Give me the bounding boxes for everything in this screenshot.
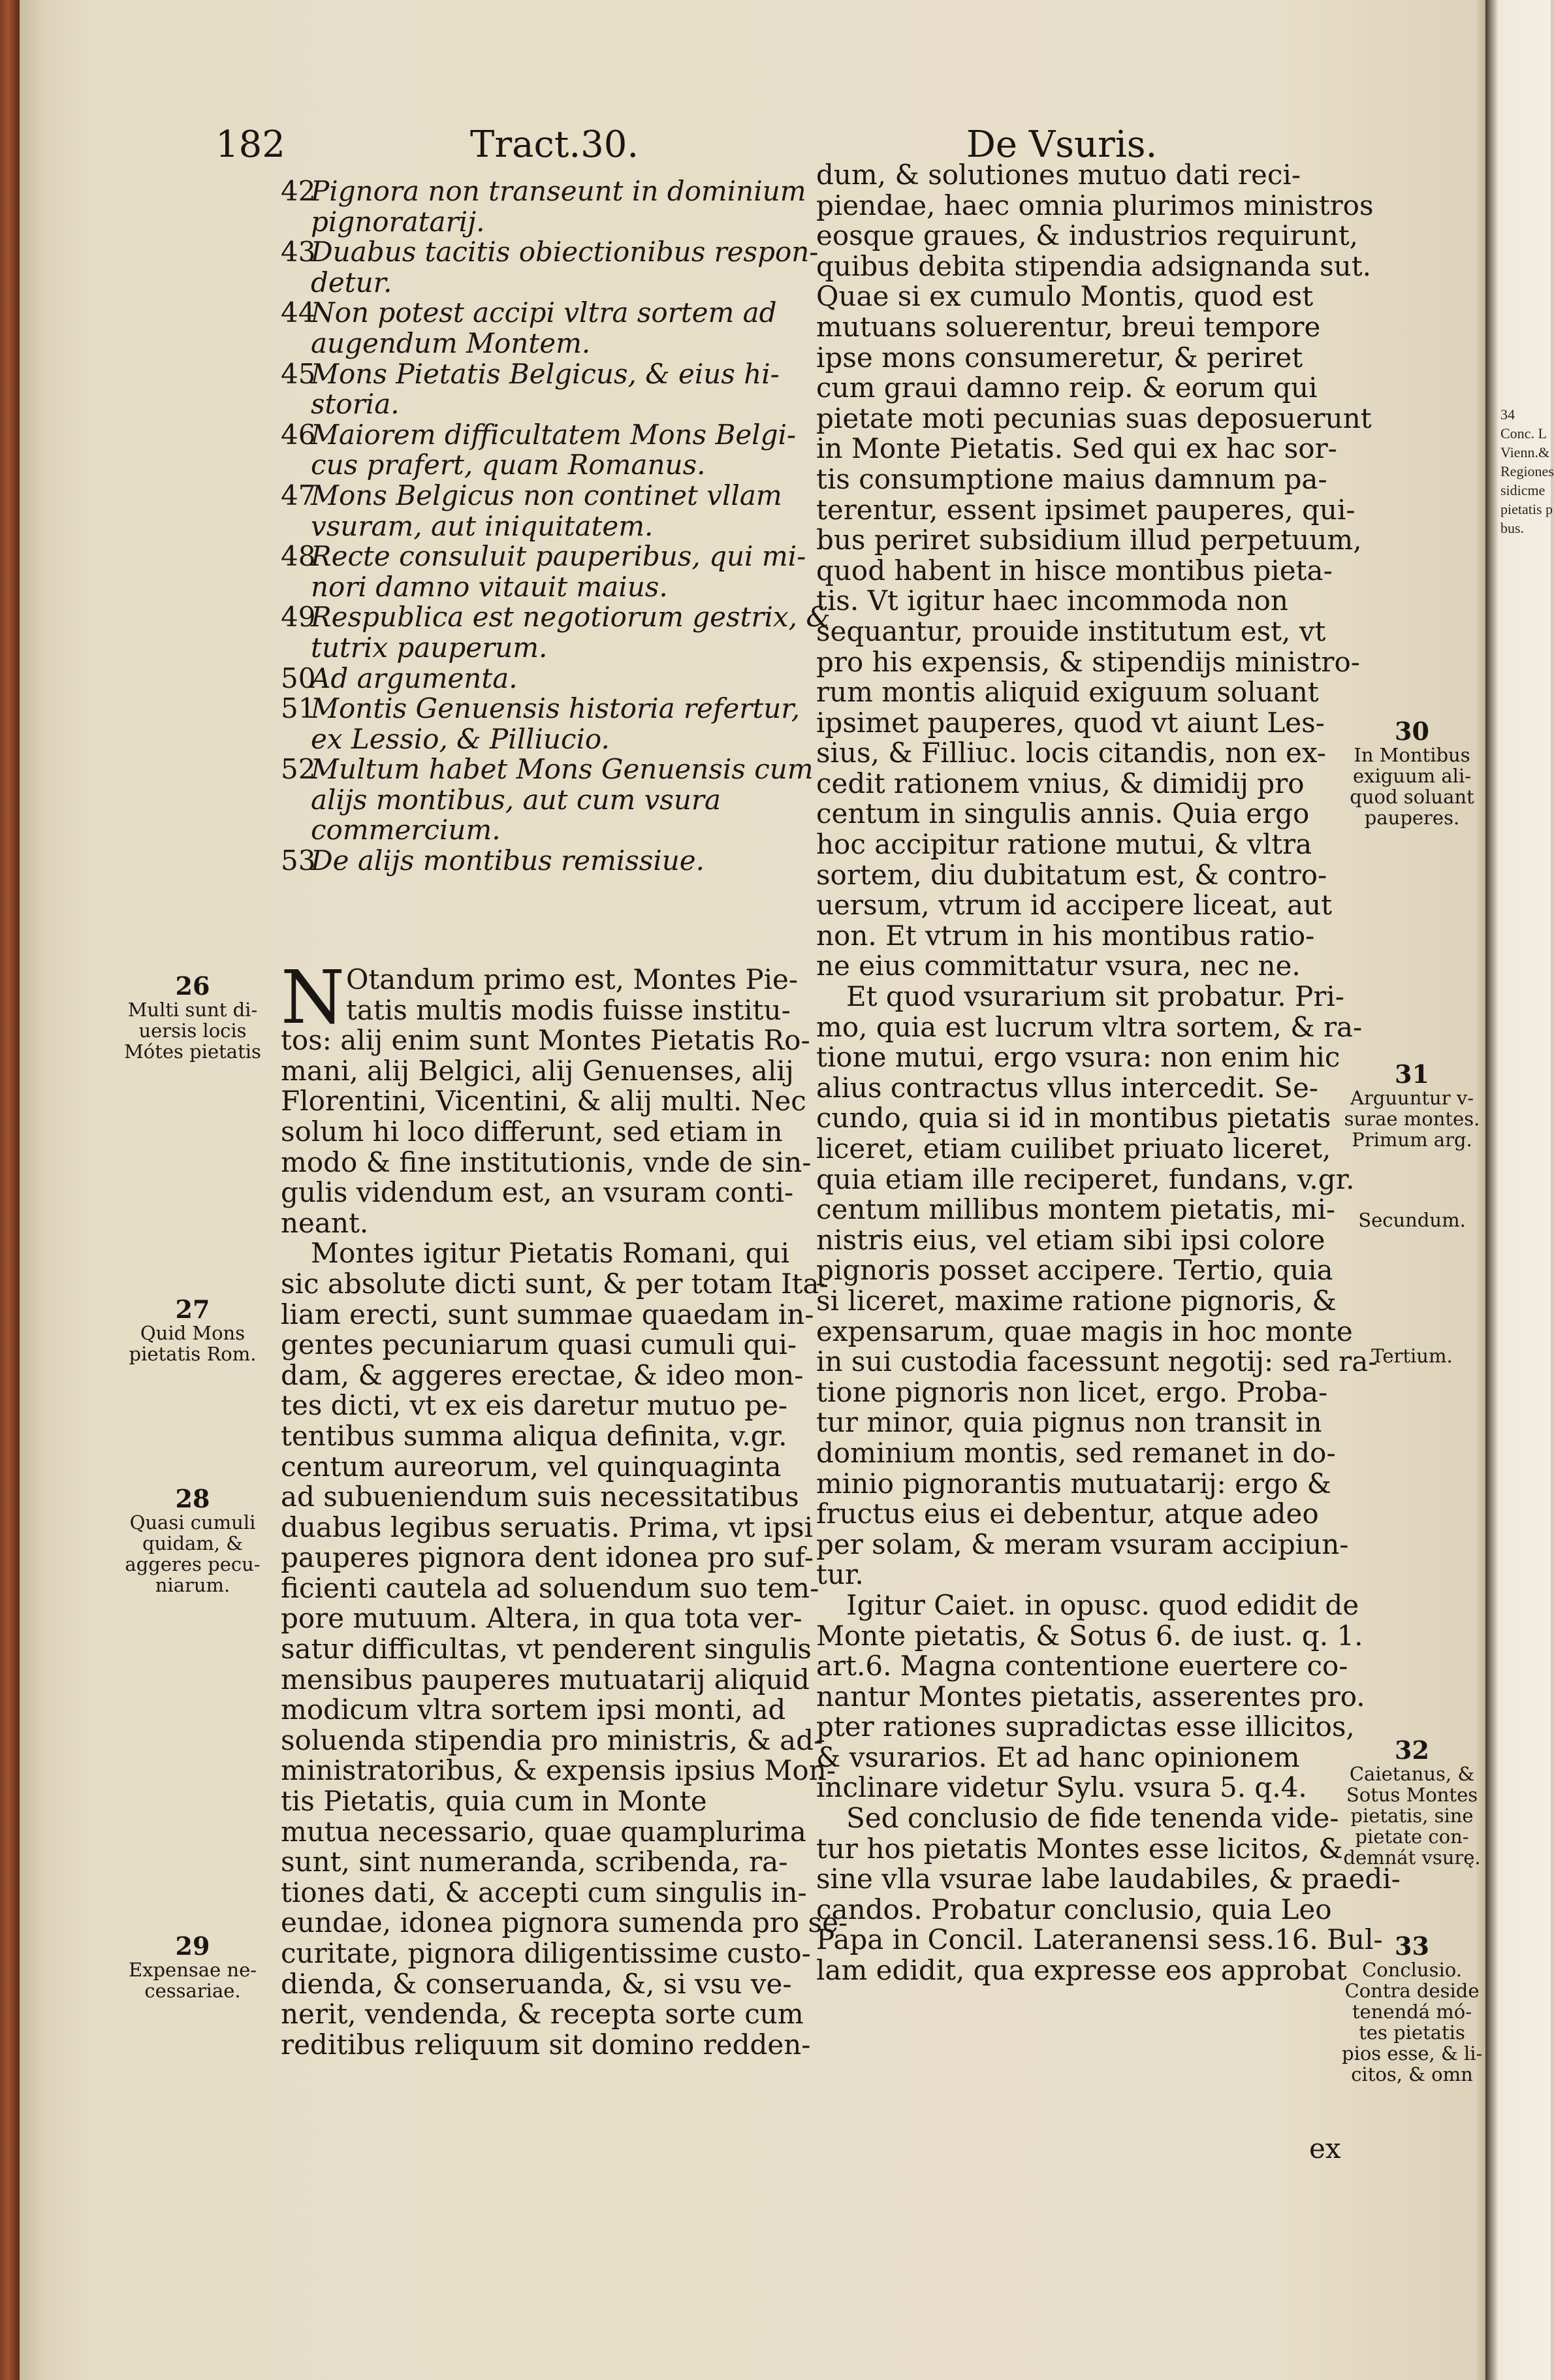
body-line: mani, alij Belgici, alij Genuenses, alij	[281, 1054, 794, 1087]
summary-line	[281, 268, 816, 298]
body-line: gulis videndum est, an vsuram conti-	[281, 1176, 794, 1209]
summary-number: 51	[281, 692, 316, 725]
summary-text: Pignora non transeunt in dominium	[311, 175, 806, 207]
summary-line	[281, 481, 816, 511]
summary-text: storia.	[311, 388, 400, 421]
body-line: ad subueniendum suis necessitatibus	[281, 1481, 799, 1513]
body-line: dominium montis, sed remanet in do-	[816, 1436, 1336, 1469]
margin-note-text: pietate con-	[1355, 1825, 1469, 1848]
left-body-text	[281, 956, 848, 2061]
margin-note-text: tes pietatis	[1359, 2021, 1465, 2044]
body-line: mo, quia est lucrum vltra sortem, & ra-	[816, 1010, 1363, 1043]
body-line: tur minor, quia pignus non transit in	[816, 1406, 1322, 1439]
body-line: candos. Probatur conclusio, quia Leo	[816, 1893, 1332, 1925]
body-line: tatis multis modis fuisse institu-	[346, 993, 791, 1026]
summary-number: 46	[281, 418, 316, 451]
margin-note-text: pauperes.	[1364, 807, 1460, 829]
body-line: sic absolute dicti sunt, & per totam Ita-	[281, 1267, 829, 1300]
body-line: pore mutuum. Altera, in qua tota ver-	[281, 1602, 802, 1635]
body-line: pietate moti pecunias suas deposuerunt	[816, 402, 1372, 434]
body-line: mensibus pauperes mutuatarij aliquid	[281, 1663, 810, 1696]
summary-number: 45	[281, 357, 316, 390]
summary-text: alijs montibus, aut cum vsura	[311, 783, 722, 816]
body-line: satur difficultas, vt penderent singulis	[281, 1633, 812, 1665]
body-line: mutua necessario, quae quamplurima	[281, 1815, 806, 1848]
margin-note-text: tenendá mó-	[1352, 2001, 1472, 2023]
summary-list	[281, 175, 831, 877]
summary-line	[281, 572, 816, 603]
summary-number: 44	[281, 297, 316, 329]
margin-note	[1342, 1345, 1482, 1366]
body-line: Igitur Caiet. in opusc. quod edidit de	[846, 1588, 1359, 1621]
margin-note-text: quidam, &	[142, 1532, 244, 1554]
body-line: ipse mons consumeretur, & periret	[816, 341, 1303, 374]
summary-text: Mons Belgicus non continet vllam	[311, 479, 782, 511]
margin-note-number: 30	[1395, 716, 1429, 746]
body-line: centum millibus montem pietatis, mi-	[816, 1193, 1336, 1226]
body-line: si liceret, maxime ratione pignoris, &	[816, 1284, 1337, 1317]
body-line: soluenda stipendia pro ministris, & ad-	[281, 1724, 823, 1756]
margin-note	[111, 1486, 274, 1596]
body-line: alius contractus vllus intercedit. Se-	[816, 1071, 1319, 1104]
body-line: tiones dati, & accepti cum singulis in-	[281, 1876, 807, 1908]
body-line: gentes pecuniarum quasi cumuli qui-	[281, 1328, 797, 1361]
body-line: dum, & solutiones mutuo dati reci-	[816, 159, 1301, 191]
summary-line	[281, 541, 816, 572]
body-line: piendae, haec omnia plurimos ministros	[816, 189, 1374, 221]
body-line: ficienti cautela ad soluendum suo tem-	[281, 1571, 819, 1604]
body-line: pauperes pignora dent idonea pro suf-	[281, 1541, 814, 1574]
summary-line	[281, 329, 816, 359]
next-page-fragment: bus.	[1500, 520, 1525, 536]
margin-note-text: Mótes pietatis	[124, 1040, 261, 1063]
margin-note	[1342, 1933, 1482, 2085]
body-line: tur.	[816, 1558, 864, 1591]
margin-note	[111, 1296, 274, 1364]
summary-line	[281, 664, 816, 694]
catchword: ex	[1309, 2132, 1341, 2164]
body-line: minio pignorantis mutuatarij: ergo &	[816, 1467, 1331, 1500]
margin-note-text: Multi sunt di-	[127, 999, 258, 1021]
right-body-text	[816, 159, 1401, 1987]
next-page-fragment: Regiones	[1500, 463, 1554, 479]
summary-line	[281, 236, 819, 268]
margin-note-text: Secundum.	[1358, 1209, 1466, 1231]
body-line: tis. Vt igitur haec incommoda non	[816, 585, 1288, 617]
margin-note-text: demnát vsurę.	[1343, 1846, 1481, 1869]
margin-note-text: Quid Mons	[140, 1322, 246, 1344]
body-line: dienda, & conseruanda, &, si vsu ve-	[281, 1967, 792, 2000]
body-line: eosque graues, & industrios requirunt,	[816, 219, 1358, 252]
margin-note-number: 29	[175, 1931, 210, 1961]
body-line: Sed conclusio de fide tenenda vide-	[846, 1802, 1339, 1835]
body-line: fructus eius ei debentur, atque adeo	[816, 1498, 1319, 1530]
body-line: centum aureorum, vel quinquaginta	[281, 1450, 782, 1483]
body-line: tes dicti, vt ex eis daretur mutuo pe-	[281, 1389, 788, 1422]
margin-note-text: Tertium.	[1371, 1345, 1453, 1367]
body-line: Otandum primo est, Montes Pie-	[346, 963, 799, 995]
margin-note-number: 32	[1395, 1735, 1429, 1765]
body-line: inclinare videtur Sylu. vsura 5. q.4.	[816, 1771, 1307, 1804]
body-line: duabus legibus seruatis. Prima, vt ipsi	[281, 1511, 814, 1543]
body-line: tur hos pietatis Montes esse licitos, &	[816, 1832, 1343, 1865]
next-page-fragment: sidicme	[1500, 482, 1546, 498]
body-line: tos: alij enim sunt Montes Pietatis Ro-	[281, 1024, 810, 1057]
summary-text: ex Lessio, & Pilliucio.	[311, 722, 610, 755]
drop-cap: N	[281, 956, 345, 1040]
body-line: uersum, vtrum id accipere liceat, aut	[816, 889, 1333, 922]
body-line: tis Pietatis, quia cum in Monte	[281, 1785, 707, 1818]
body-line: cum graui damno reip. & eorum qui	[816, 372, 1318, 404]
summary-line	[281, 846, 816, 876]
summary-text: commercium.	[311, 814, 501, 846]
summary-line	[281, 207, 816, 238]
summary-text: Non potest accipi vltra sortem ad	[311, 297, 777, 329]
summary-text: augendum Montem.	[311, 327, 591, 359]
summary-line	[281, 511, 816, 542]
summary-text: Maiorem difficultatem Mons Belgi-	[311, 418, 797, 451]
gutter-next-page	[1485, 0, 1554, 2380]
page-edge	[0, 0, 20, 2380]
summary-number: 43	[281, 236, 316, 268]
margin-note-number: 33	[1395, 1931, 1429, 1961]
margin-note-text: Primum arg.	[1352, 1129, 1472, 1151]
body-line: Quae si ex cumulo Montis, quod est	[816, 280, 1314, 313]
summary-text: Duabus tacitis obiectionibus respon-	[311, 236, 819, 268]
body-line: sunt, sint numeranda, scribenda, ra-	[281, 1846, 788, 1878]
summary-text: Multum habet Mons Genuensis cum	[311, 753, 814, 786]
left-column	[281, 175, 831, 877]
margin-note-text: aggeres pecu-	[125, 1553, 261, 1575]
margin-note	[111, 1933, 274, 2001]
margin-note-text: Contra deside	[1344, 1980, 1480, 2002]
body-line: Florentini, Vicentini, & alij multi. Nec	[281, 1085, 806, 1118]
next-page-fragments	[1500, 405, 1554, 538]
body-line: nistris eius, vel etiam sibi ipsi colore	[816, 1223, 1325, 1256]
body-line: art.6. Magna contentione euertere co-	[816, 1650, 1348, 1682]
margin-note	[1342, 1210, 1482, 1230]
body-line: centum in singulis annis. Quia ergo	[816, 797, 1310, 830]
summary-number: 48	[281, 540, 316, 573]
body-line: & vsurarios. Et ad hanc opinionem	[816, 1741, 1300, 1773]
summary-line	[281, 815, 816, 846]
body-line: sius, & Filliuc. locis citandis, non ex-	[816, 737, 1326, 769]
body-line: reditibus reliquum sit domino redden-	[281, 2028, 811, 2061]
body-line: expensarum, quae magis in hoc monte	[816, 1315, 1353, 1347]
body-line: hoc accipitur ratione mutui, & vltra	[816, 828, 1312, 861]
body-line: solum hi loco differunt, sed etiam in	[281, 1115, 783, 1148]
next-page-fragment: Vienn.&	[1500, 444, 1550, 460]
margin-note-text: Expensae ne-	[128, 1959, 257, 1981]
body-line: pro his expensis, & stipendijs ministro-	[816, 645, 1360, 678]
body-line: mutuans soluerentur, breui tempore	[816, 310, 1321, 343]
margin-note-text: niarum.	[155, 1574, 230, 1596]
summary-text: detur.	[311, 266, 392, 298]
body-line: quibus debita stipendia adsignanda sut.	[816, 249, 1371, 282]
summary-line	[281, 176, 816, 207]
margin-note-number: 28	[175, 1484, 210, 1513]
margin-note-text: Sotus Montes	[1346, 1784, 1478, 1806]
margin-note-text: exiguum ali-	[1352, 765, 1472, 787]
margin-note-text: Conclusio.	[1362, 1959, 1462, 1981]
summary-number: 52	[281, 753, 316, 786]
page-number: 182	[215, 123, 285, 166]
body-line: rum montis aliquid exiguum soluant	[816, 676, 1319, 709]
body-line: Papa in Concil. Lateranensi sess.16. Bul-	[816, 1923, 1383, 1956]
body-line: liam erecti, sunt summae quaedam in-	[281, 1298, 814, 1330]
summary-text: Respublica est negotiorum gestrix, &	[311, 601, 831, 634]
body-line: lam edidit, qua expresse eos approbat	[816, 1954, 1347, 1987]
margin-note-text: In Montibus	[1354, 744, 1470, 766]
body-line: dam, & aggeres erectae, & ideo mon-	[281, 1359, 804, 1391]
margin-note-text: pios esse, & li-	[1342, 2042, 1483, 2065]
body-line: curitate, pignora diligentissime custo-	[281, 1937, 811, 1969]
body-line: sortem, diu dubitatum est, & contro-	[816, 858, 1327, 891]
summary-line	[281, 754, 816, 785]
summary-text: Mons Pietatis Belgicus, & eius hi-	[311, 357, 780, 390]
body-line: modicum vltra sortem ipsi monti, ad	[281, 1694, 786, 1726]
summary-line	[281, 724, 816, 755]
body-line: ipsimet pauperes, quod vt aiunt Les-	[816, 706, 1325, 739]
body-line: quod habent in hisce montibus pieta-	[816, 554, 1333, 587]
body-line: sine vlla vsurae labe laudabiles, & praedi-	[816, 1863, 1401, 1895]
body-line: Et quod vsurarium sit probatur. Pri-	[846, 980, 1344, 1013]
summary-number: 42	[281, 175, 316, 207]
margin-note-text: Arguuntur v-	[1350, 1087, 1474, 1109]
body-line: liceret, etiam cuilibet priuato liceret,	[816, 1133, 1331, 1165]
summary-line	[281, 450, 816, 481]
summary-line	[281, 389, 816, 420]
summary-number: 49	[281, 601, 316, 634]
summary-line	[281, 694, 816, 724]
summary-line	[281, 601, 831, 634]
summary-line	[281, 298, 816, 329]
summary-text: tutrix pauperum.	[311, 631, 548, 664]
margin-note-text: Quasi cumuli	[129, 1511, 256, 1534]
summary-text: De alijs montibus remissiue.	[311, 844, 705, 877]
margin-note-text: quod soluant	[1350, 786, 1474, 808]
body-line: tentibus summa aliqua definita, v.gr.	[281, 1419, 787, 1452]
next-page-fragment: pietatis p	[1500, 501, 1553, 517]
next-page-fragment: 34	[1500, 406, 1515, 423]
body-line: terentur, essent ipsimet pauperes, qui-	[816, 493, 1356, 526]
margin-note-text: uersis locis	[138, 1020, 247, 1042]
body-line: in sui custodia facessunt negotij: sed ra-	[816, 1345, 1378, 1378]
summary-line	[281, 633, 816, 664]
body-line: nantur Montes pietatis, asserentes pro.	[816, 1680, 1365, 1713]
summary-number: 47	[281, 479, 316, 511]
summary-line	[281, 420, 816, 451]
body-line: modo & fine institutionis, vnde de sin-	[281, 1146, 812, 1178]
summary-text: Recte consuluit pauperibus, qui mi-	[311, 540, 806, 573]
body-line: cedit rationem vnius, & dimidij pro	[816, 767, 1305, 799]
body-line: pter rationes supradictas esse illicitos,	[816, 1711, 1355, 1743]
margin-note-text: pietatis Rom.	[129, 1343, 257, 1365]
margin-note	[111, 973, 274, 1062]
margin-note	[1342, 1737, 1482, 1868]
running-head-tract: Tract.30.	[470, 123, 639, 166]
body-line: in Monte Pietatis. Sed qui ex hac sor-	[816, 432, 1337, 465]
body-line: non. Et vtrum in his montibus ratio-	[816, 919, 1315, 952]
body-line: tione mutui, ergo vsura: non enim hic	[816, 1041, 1340, 1074]
body-line: nerit, vendenda, & recepta sorte cum	[281, 1998, 804, 2031]
body-line: per solam, & meram vsuram accipiun-	[816, 1528, 1349, 1560]
body-line: bus periret subsidium illud perpetuum,	[816, 524, 1362, 556]
summary-text: Ad argumenta.	[311, 662, 518, 694]
margin-note-text: citos, & omn	[1351, 2063, 1473, 2085]
margin-note-text: cessariae.	[144, 1980, 241, 2002]
margin-note	[1342, 1061, 1482, 1150]
margin-note-text: Caietanus, &	[1349, 1763, 1475, 1785]
summary-text: cus prafert, quam Romanus.	[311, 449, 706, 481]
margin-note-number: 26	[175, 971, 210, 1001]
summary-text: vsuram, aut iniquitatem.	[311, 509, 654, 542]
margin-note	[1342, 718, 1482, 828]
body-line: neant.	[281, 1206, 369, 1239]
summary-text: nori damno vitauit maius.	[311, 570, 668, 603]
body-line: tione pignoris non licet, ergo. Proba-	[816, 1375, 1328, 1408]
body-line: pignoris posset accipere. Tertio, quia	[816, 1254, 1333, 1287]
body-line: sequantur, prouide institutum est, vt	[816, 615, 1326, 647]
margin-note-text: pietatis, sine	[1350, 1805, 1474, 1827]
summary-text: pignoratarij.	[311, 205, 485, 238]
margin-note-number: 31	[1395, 1059, 1429, 1089]
body-line: Montes igitur Pietatis Romani, qui	[311, 1237, 790, 1270]
summary-line	[281, 359, 816, 390]
body-line: ne eius committatur vsura, nec ne.	[816, 950, 1301, 982]
margin-note-number: 27	[175, 1295, 210, 1324]
summary-number: 53	[281, 844, 316, 877]
summary-line	[281, 785, 816, 816]
body-line: tis consumptione maius damnum pa-	[816, 462, 1327, 495]
body-line: Monte pietatis, & Sotus 6. de iust. q. 1.	[816, 1619, 1363, 1652]
summary-number: 50	[281, 662, 316, 694]
body-line: quia etiam ille reciperet, fundans, v.gr.	[816, 1163, 1355, 1195]
body-line: ministratoribus, & expensis ipsius Mon-	[281, 1754, 836, 1787]
running-head-title: De Vsuris.	[966, 123, 1158, 166]
body-line: eundae, idonea pignora sumenda pro se-	[281, 1906, 848, 1939]
summary-text: Montis Genuensis historia refertur,	[311, 692, 801, 725]
body-line: cundo, quia si id in montibus pietatis	[816, 1102, 1331, 1134]
margin-note-text: surae montes.	[1344, 1108, 1480, 1130]
next-page-fragment: Conc. L	[1500, 425, 1547, 442]
